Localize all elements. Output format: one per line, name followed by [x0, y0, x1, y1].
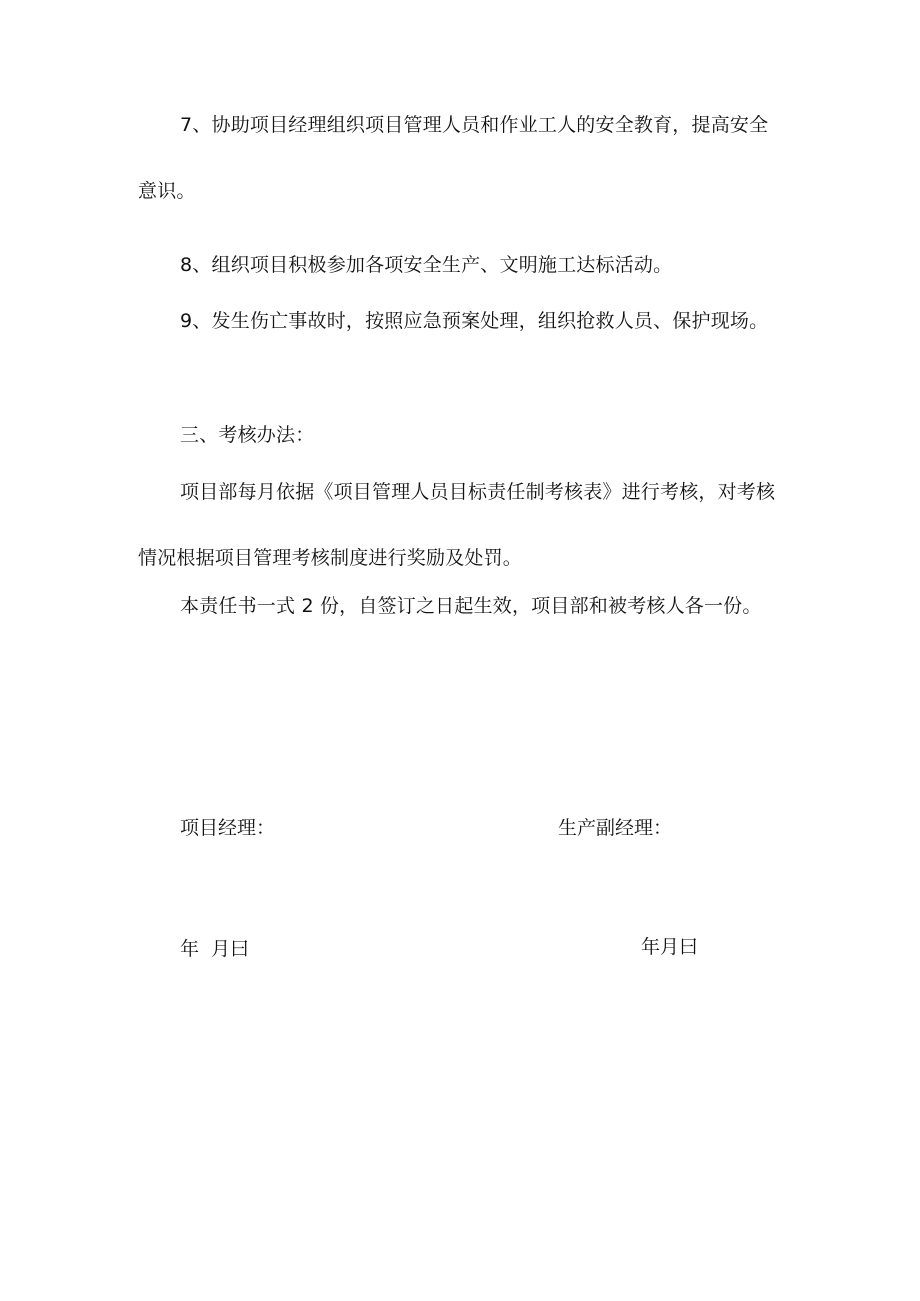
paragraph-item-9: 9、发生伤亡事故时，按照应急预案处理，组织抢救人员、保护现场。: [180, 310, 769, 332]
deputy-production-manager-signature-label: 生产副经理：: [558, 817, 673, 839]
left-date-label: 年 月曰: [180, 938, 250, 960]
paragraph-copies-effective: 本责任书一式 2 份，自签订之日起生效，项目部和被考核人各一份。: [180, 595, 762, 617]
section-heading-assessment: 三、考核办法：: [180, 424, 315, 446]
project-manager-signature-label: 项目经理：: [180, 817, 276, 839]
paragraph-assessment-method: 项目部每月依据《项目管理人员目标责任制考核表》进行考核，对考核情况根据项目管理考核制度进行奖励及处罚。: [138, 481, 776, 569]
paragraph-item-8: 8、组织项目积极参加各项安全生产、文明施工达标活动。: [180, 254, 673, 276]
paragraph-item-7: 7、协助项目经理组织项目管理人员和作业工人的安全教育，提高安全意识。: [138, 114, 769, 202]
right-date-label: 年月曰: [641, 936, 699, 958]
